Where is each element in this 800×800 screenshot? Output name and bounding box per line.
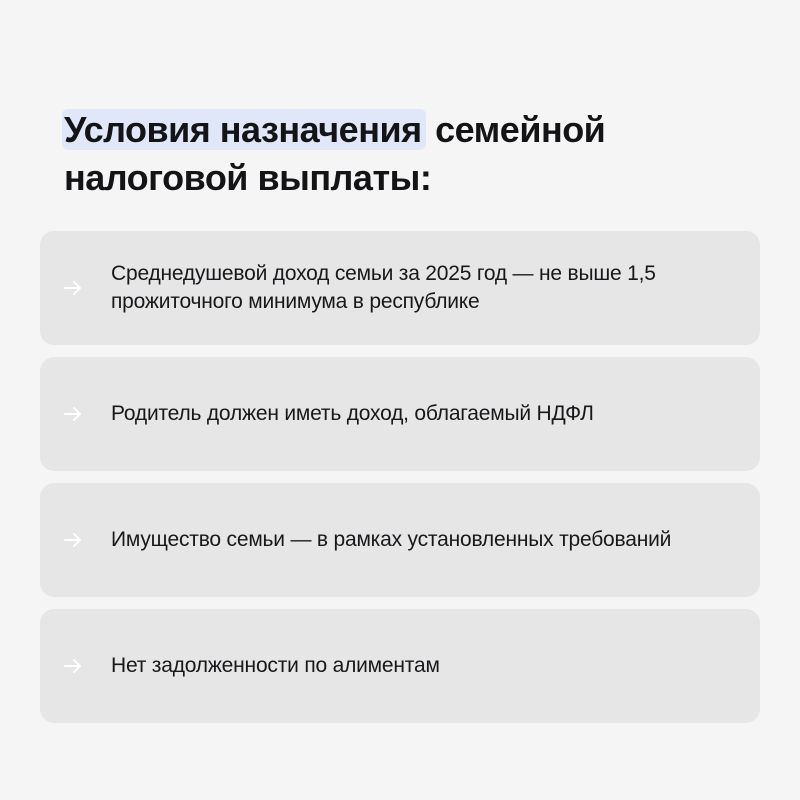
arrow-right-icon bbox=[62, 655, 84, 677]
conditions-list bbox=[40, 231, 760, 735]
page-title bbox=[64, 106, 744, 202]
title-highlight: Условия назначения bbox=[62, 109, 426, 150]
condition-card bbox=[40, 231, 760, 345]
arrow-right-icon bbox=[62, 529, 84, 551]
title-text-part: семейной bbox=[435, 109, 606, 150]
condition-text: Среднедушевой доход семьи за 2025 год — не выше 1,5 прожиточного минимума в республике bbox=[111, 262, 656, 313]
arrow-right-icon bbox=[62, 277, 84, 299]
arrow-right-icon bbox=[62, 403, 84, 425]
condition-text: Имущество семьи — в рамках установленных требований bbox=[111, 528, 672, 551]
condition-card bbox=[40, 609, 760, 723]
title-text-line2: налоговой выплаты: bbox=[64, 157, 432, 198]
condition-card bbox=[40, 483, 760, 597]
condition-text: Родитель должен иметь доход, облагаемый НДФЛ bbox=[111, 402, 594, 425]
condition-text: Нет задолженности по алиментам bbox=[111, 654, 440, 677]
condition-card bbox=[40, 357, 760, 471]
